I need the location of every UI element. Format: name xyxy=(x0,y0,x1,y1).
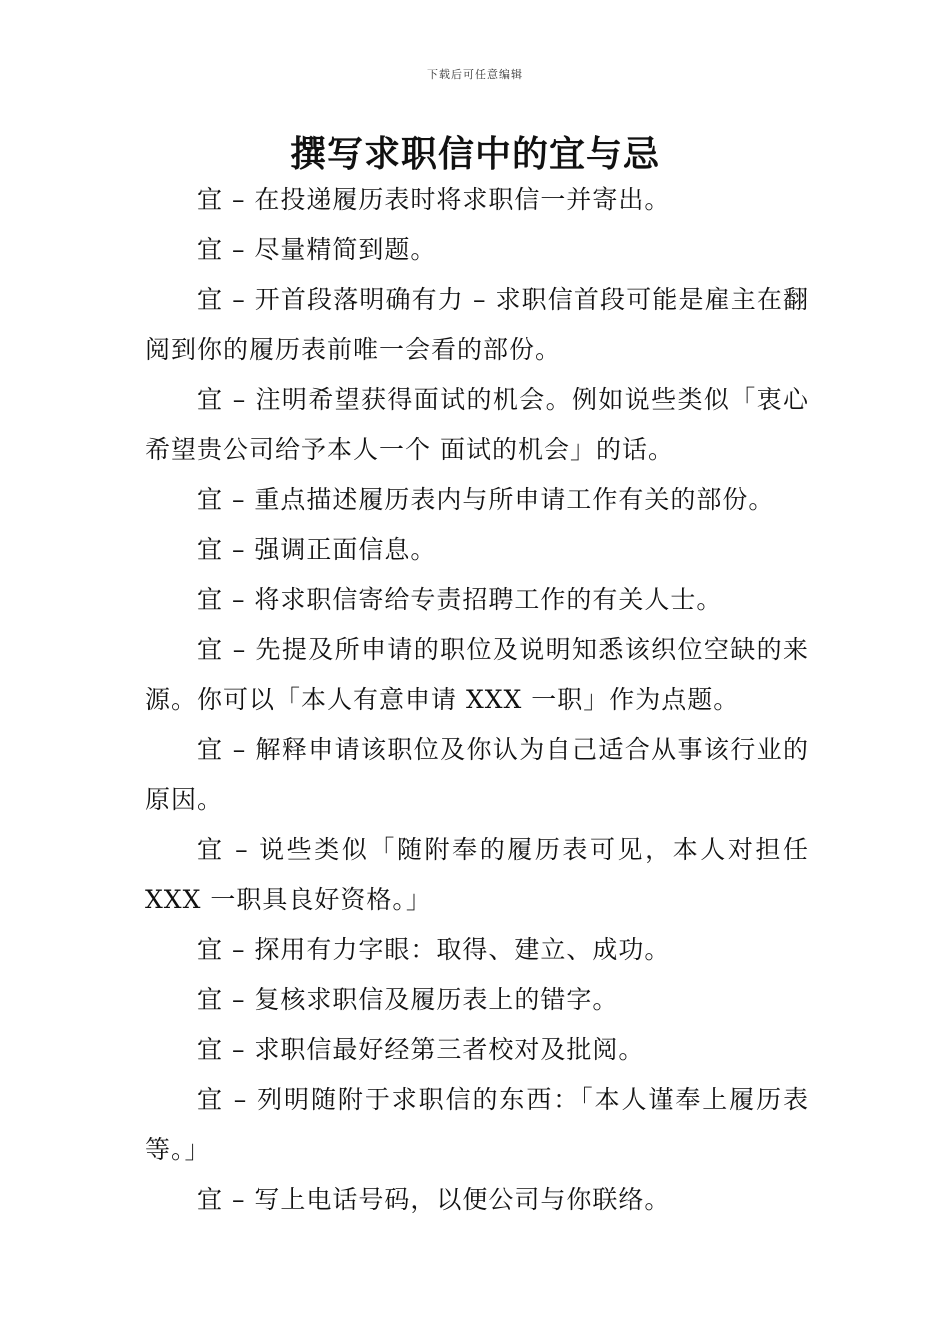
paragraph: 宜 – 将求职信寄给专责招聘工作的有关人士。 xyxy=(197,585,723,614)
paragraph: 宜 – 解释申请该职位及你认为自己适合从事该行业的原因。 xyxy=(145,735,809,814)
paragraph: 宜 – 强调正面信息。 xyxy=(197,535,437,564)
paragraph: 宜 – 尽量精简到题。 xyxy=(197,235,437,264)
paragraph: 宜 – 说些类似「随附奉的履历表可见，本人对担任 XXX 一职具良好资格。」 xyxy=(145,835,809,914)
paragraph: 宜 – 写上电话号码，以便公司与你联络。 xyxy=(197,1185,671,1214)
paragraph: 宜 – 复核求职信及履历表上的错字。 xyxy=(197,985,619,1014)
document-title: 撰写求职信中的宜与忌 xyxy=(289,134,660,175)
paragraph: 宜 – 先提及所申请的职位及说明知悉该织位空缺的来源。你可以「本人有意申请 XXX 一职」作为点题。 xyxy=(145,635,809,714)
paragraph: 宜 – 在投递履历表时将求职信一并寄出。 xyxy=(197,185,671,214)
document-body xyxy=(145,175,809,1225)
paragraph: 宜 – 开首段落明确有力 – 求职信首段可能是雇主在翻阅到你的履历表前唯一会看的部份。 xyxy=(145,285,809,364)
paragraph: 宜 – 注明希望获得面试的机会。例如说些类似「衷心希望贵公司给予本人一个 面试的机会」的话。 xyxy=(145,385,809,464)
header-note: 下载后可任意编辑 xyxy=(427,68,523,81)
paragraph: 宜 – 列明随附于求职信的东西：「本人谨奉上履历表等。」 xyxy=(145,1085,809,1164)
paragraph: 宜 – 求职信最好经第三者校对及批阅。 xyxy=(197,1035,645,1064)
paragraph: 宜 – 探用有力字眼：取得、建立、成功。 xyxy=(197,935,671,964)
paragraph: 宜 – 重点描述履历表内与所申请工作有关的部份。 xyxy=(197,485,775,514)
